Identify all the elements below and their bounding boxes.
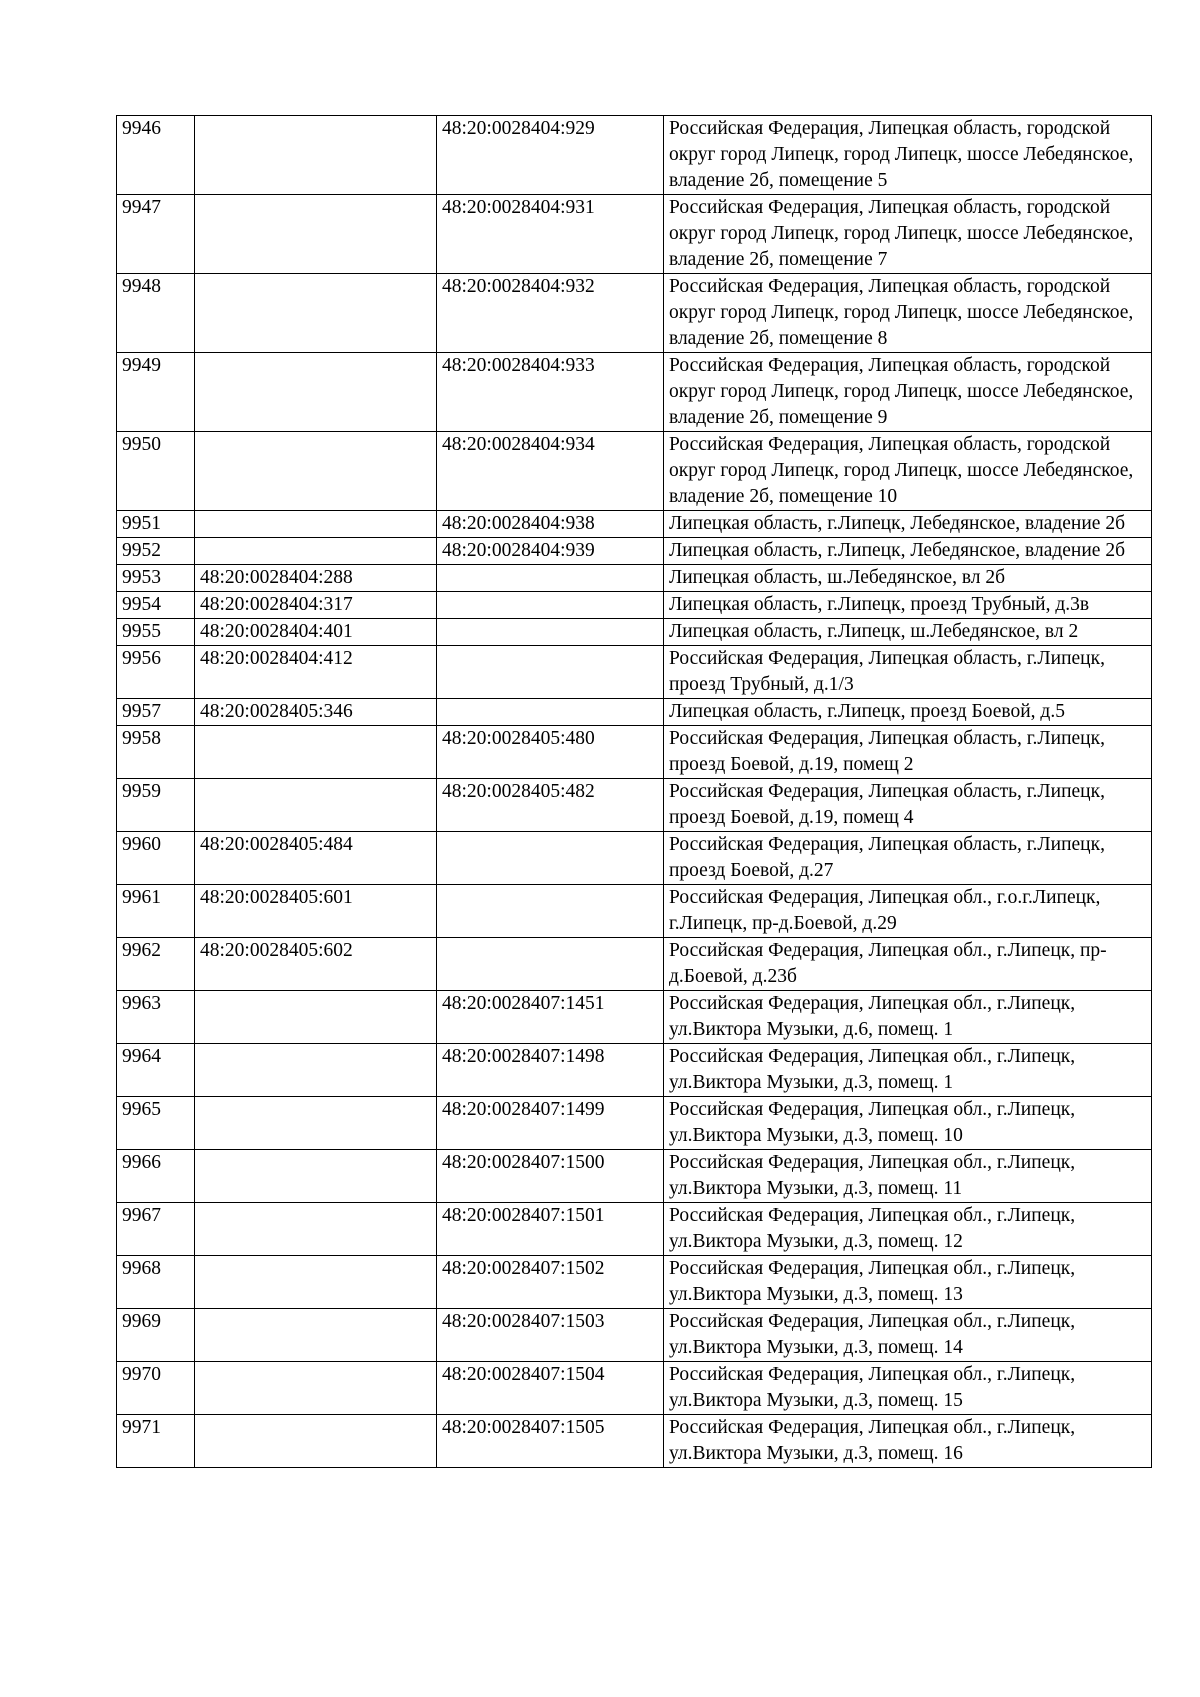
object-cadastral-number-cell: 48:20:0028405:480 xyxy=(437,726,664,779)
address-cell: Российская Федерация, Липецкая обл., г.Липецк, ул.Виктора Музыки, д.3, помещ. 10 xyxy=(664,1097,1152,1150)
land-cadastral-number-cell xyxy=(195,195,437,274)
table-row xyxy=(117,195,1152,274)
land-cadastral-number-cell xyxy=(195,274,437,353)
row-number-cell: 9959 xyxy=(117,779,195,832)
address-cell: Российская Федерация, Липецкая обл., г.о.г.Липецк, г.Липецк, пр-д.Боевой, д.29 xyxy=(664,885,1152,938)
table-row xyxy=(117,938,1152,991)
land-cadastral-number-cell: 48:20:0028405:601 xyxy=(195,885,437,938)
object-cadastral-number-cell: 48:20:0028407:1451 xyxy=(437,991,664,1044)
land-cadastral-number-cell xyxy=(195,116,437,195)
address-cell: Российская Федерация, Липецкая обл., г.Липецк, ул.Виктора Музыки, д.6, помещ. 1 xyxy=(664,991,1152,1044)
land-cadastral-number-cell: 48:20:0028404:317 xyxy=(195,592,437,619)
land-cadastral-number-cell: 48:20:0028404:412 xyxy=(195,646,437,699)
land-cadastral-number-cell xyxy=(195,1044,437,1097)
table-row xyxy=(117,1362,1152,1415)
address-cell: Российская Федерация, Липецкая область, г.Липецк, проезд Боевой, д.19, помещ 2 xyxy=(664,726,1152,779)
object-cadastral-number-cell: 48:20:0028404:933 xyxy=(437,353,664,432)
table-row xyxy=(117,511,1152,538)
row-number-cell: 9971 xyxy=(117,1415,195,1468)
row-number-cell: 9957 xyxy=(117,699,195,726)
address-cell: Липецкая область, г.Липецк, ш.Лебедянское, вл 2 xyxy=(664,619,1152,646)
address-cell: Российская Федерация, Липецкая обл., г.Липецк, пр-д.Боевой, д.23б xyxy=(664,938,1152,991)
address-cell: Российская Федерация, Липецкая обл., г.Липецк, ул.Виктора Музыки, д.3, помещ. 12 xyxy=(664,1203,1152,1256)
row-number-cell: 9968 xyxy=(117,1256,195,1309)
row-number-cell: 9970 xyxy=(117,1362,195,1415)
address-cell: Российская Федерация, Липецкая обл., г.Липецк, ул.Виктора Музыки, д.3, помещ. 15 xyxy=(664,1362,1152,1415)
land-cadastral-number-cell xyxy=(195,1150,437,1203)
address-cell: Российская Федерация, Липецкая обл., г.Липецк, ул.Виктора Музыки, д.3, помещ. 1 xyxy=(664,1044,1152,1097)
land-cadastral-number-cell: 48:20:0028404:288 xyxy=(195,565,437,592)
address-cell: Российская Федерация, Липецкая обл., г.Липецк, ул.Виктора Музыки, д.3, помещ. 16 xyxy=(664,1415,1152,1468)
table-row xyxy=(117,619,1152,646)
row-number-cell: 9965 xyxy=(117,1097,195,1150)
address-cell: Российская Федерация, Липецкая область, городской округ город Липецк, город Липецк, шоссе Лебедянское, владение 2б, помещение 8 xyxy=(664,274,1152,353)
row-number-cell: 9955 xyxy=(117,619,195,646)
object-cadastral-number-cell xyxy=(437,699,664,726)
object-cadastral-number-cell: 48:20:0028407:1503 xyxy=(437,1309,664,1362)
address-cell: Российская Федерация, Липецкая область, г.Липецк, проезд Трубный, д.1/3 xyxy=(664,646,1152,699)
address-cell: Российская Федерация, Липецкая область, г.Липецк, проезд Боевой, д.19, помещ 4 xyxy=(664,779,1152,832)
row-number-cell: 9952 xyxy=(117,538,195,565)
object-cadastral-number-cell: 48:20:0028407:1500 xyxy=(437,1150,664,1203)
row-number-cell: 9950 xyxy=(117,432,195,511)
object-cadastral-number-cell: 48:20:0028404:939 xyxy=(437,538,664,565)
table-row xyxy=(117,1150,1152,1203)
table-row xyxy=(117,565,1152,592)
address-cell: Российская Федерация, Липецкая область, городской округ город Липецк, город Липецк, шоссе Лебедянское, владение 2б, помещение 10 xyxy=(664,432,1152,511)
row-number-cell: 9951 xyxy=(117,511,195,538)
land-cadastral-number-cell: 48:20:0028405:346 xyxy=(195,699,437,726)
object-cadastral-number-cell xyxy=(437,592,664,619)
address-cell: Липецкая область, г.Липецк, проезд Трубный, д.3в xyxy=(664,592,1152,619)
table-row xyxy=(117,991,1152,1044)
object-cadastral-number-cell: 48:20:0028404:931 xyxy=(437,195,664,274)
row-number-cell: 9966 xyxy=(117,1150,195,1203)
table-row xyxy=(117,1309,1152,1362)
row-number-cell: 9960 xyxy=(117,832,195,885)
row-number-cell: 9948 xyxy=(117,274,195,353)
table-row xyxy=(117,832,1152,885)
address-cell: Российская Федерация, Липецкая область, городской округ город Липецк, город Липецк, шоссе Лебедянское, владение 2б, помещение 7 xyxy=(664,195,1152,274)
object-cadastral-number-cell: 48:20:0028407:1499 xyxy=(437,1097,664,1150)
address-cell: Российская Федерация, Липецкая обл., г.Липецк, ул.Виктора Музыки, д.3, помещ. 14 xyxy=(664,1309,1152,1362)
land-cadastral-number-cell xyxy=(195,1309,437,1362)
row-number-cell: 9969 xyxy=(117,1309,195,1362)
object-cadastral-number-cell: 48:20:0028404:938 xyxy=(437,511,664,538)
row-number-cell: 9954 xyxy=(117,592,195,619)
land-cadastral-number-cell xyxy=(195,353,437,432)
registry-table xyxy=(116,115,1152,1468)
object-cadastral-number-cell xyxy=(437,938,664,991)
address-cell: Российская Федерация, Липецкая обл., г.Липецк, ул.Виктора Музыки, д.3, помещ. 11 xyxy=(664,1150,1152,1203)
object-cadastral-number-cell: 48:20:0028407:1498 xyxy=(437,1044,664,1097)
object-cadastral-number-cell: 48:20:0028407:1501 xyxy=(437,1203,664,1256)
land-cadastral-number-cell xyxy=(195,511,437,538)
table-row xyxy=(117,779,1152,832)
land-cadastral-number-cell xyxy=(195,1415,437,1468)
row-number-cell: 9962 xyxy=(117,938,195,991)
land-cadastral-number-cell: 48:20:0028404:401 xyxy=(195,619,437,646)
table-row xyxy=(117,592,1152,619)
object-cadastral-number-cell: 48:20:0028407:1502 xyxy=(437,1256,664,1309)
address-cell: Липецкая область, г.Липецк, Лебедянское, владение 2б xyxy=(664,538,1152,565)
table-row xyxy=(117,1097,1152,1150)
object-cadastral-number-cell: 48:20:0028405:482 xyxy=(437,779,664,832)
table-row xyxy=(117,538,1152,565)
object-cadastral-number-cell: 48:20:0028404:934 xyxy=(437,432,664,511)
land-cadastral-number-cell xyxy=(195,1256,437,1309)
land-cadastral-number-cell xyxy=(195,779,437,832)
row-number-cell: 9963 xyxy=(117,991,195,1044)
table-row xyxy=(117,1044,1152,1097)
registry-table-body xyxy=(117,116,1152,1468)
address-cell: Липецкая область, г.Липецк, проезд Боевой, д.5 xyxy=(664,699,1152,726)
object-cadastral-number-cell: 48:20:0028407:1505 xyxy=(437,1415,664,1468)
table-row xyxy=(117,1203,1152,1256)
object-cadastral-number-cell xyxy=(437,885,664,938)
address-cell: Липецкая область, г.Липецк, Лебедянское, владение 2б xyxy=(664,511,1152,538)
land-cadastral-number-cell xyxy=(195,432,437,511)
land-cadastral-number-cell: 48:20:0028405:484 xyxy=(195,832,437,885)
address-cell: Российская Федерация, Липецкая область, городской округ город Липецк, город Липецк, шоссе Лебедянское, владение 2б, помещение 9 xyxy=(664,353,1152,432)
table-row xyxy=(117,116,1152,195)
row-number-cell: 9958 xyxy=(117,726,195,779)
table-row xyxy=(117,353,1152,432)
row-number-cell: 9949 xyxy=(117,353,195,432)
object-cadastral-number-cell xyxy=(437,619,664,646)
land-cadastral-number-cell xyxy=(195,1362,437,1415)
land-cadastral-number-cell: 48:20:0028405:602 xyxy=(195,938,437,991)
row-number-cell: 9964 xyxy=(117,1044,195,1097)
table-row xyxy=(117,432,1152,511)
table-row xyxy=(117,1415,1152,1468)
table-row xyxy=(117,1256,1152,1309)
land-cadastral-number-cell xyxy=(195,1203,437,1256)
table-row xyxy=(117,646,1152,699)
table-row xyxy=(117,726,1152,779)
row-number-cell: 9953 xyxy=(117,565,195,592)
address-cell: Российская Федерация, Липецкая обл., г.Липецк, ул.Виктора Музыки, д.3, помещ. 13 xyxy=(664,1256,1152,1309)
land-cadastral-number-cell xyxy=(195,538,437,565)
row-number-cell: 9947 xyxy=(117,195,195,274)
object-cadastral-number-cell xyxy=(437,646,664,699)
address-cell: Российская Федерация, Липецкая область, городской округ город Липецк, город Липецк, шоссе Лебедянское, владение 2б, помещение 5 xyxy=(664,116,1152,195)
row-number-cell: 9967 xyxy=(117,1203,195,1256)
table-row xyxy=(117,274,1152,353)
object-cadastral-number-cell xyxy=(437,832,664,885)
object-cadastral-number-cell: 48:20:0028404:932 xyxy=(437,274,664,353)
object-cadastral-number-cell xyxy=(437,565,664,592)
land-cadastral-number-cell xyxy=(195,726,437,779)
row-number-cell: 9956 xyxy=(117,646,195,699)
row-number-cell: 9946 xyxy=(117,116,195,195)
object-cadastral-number-cell: 48:20:0028407:1504 xyxy=(437,1362,664,1415)
address-cell: Российская Федерация, Липецкая область, г.Липецк, проезд Боевой, д.27 xyxy=(664,832,1152,885)
table-row xyxy=(117,699,1152,726)
object-cadastral-number-cell: 48:20:0028404:929 xyxy=(437,116,664,195)
table-row xyxy=(117,885,1152,938)
address-cell: Липецкая область, ш.Лебедянское, вл 2б xyxy=(664,565,1152,592)
row-number-cell: 9961 xyxy=(117,885,195,938)
land-cadastral-number-cell xyxy=(195,1097,437,1150)
land-cadastral-number-cell xyxy=(195,991,437,1044)
